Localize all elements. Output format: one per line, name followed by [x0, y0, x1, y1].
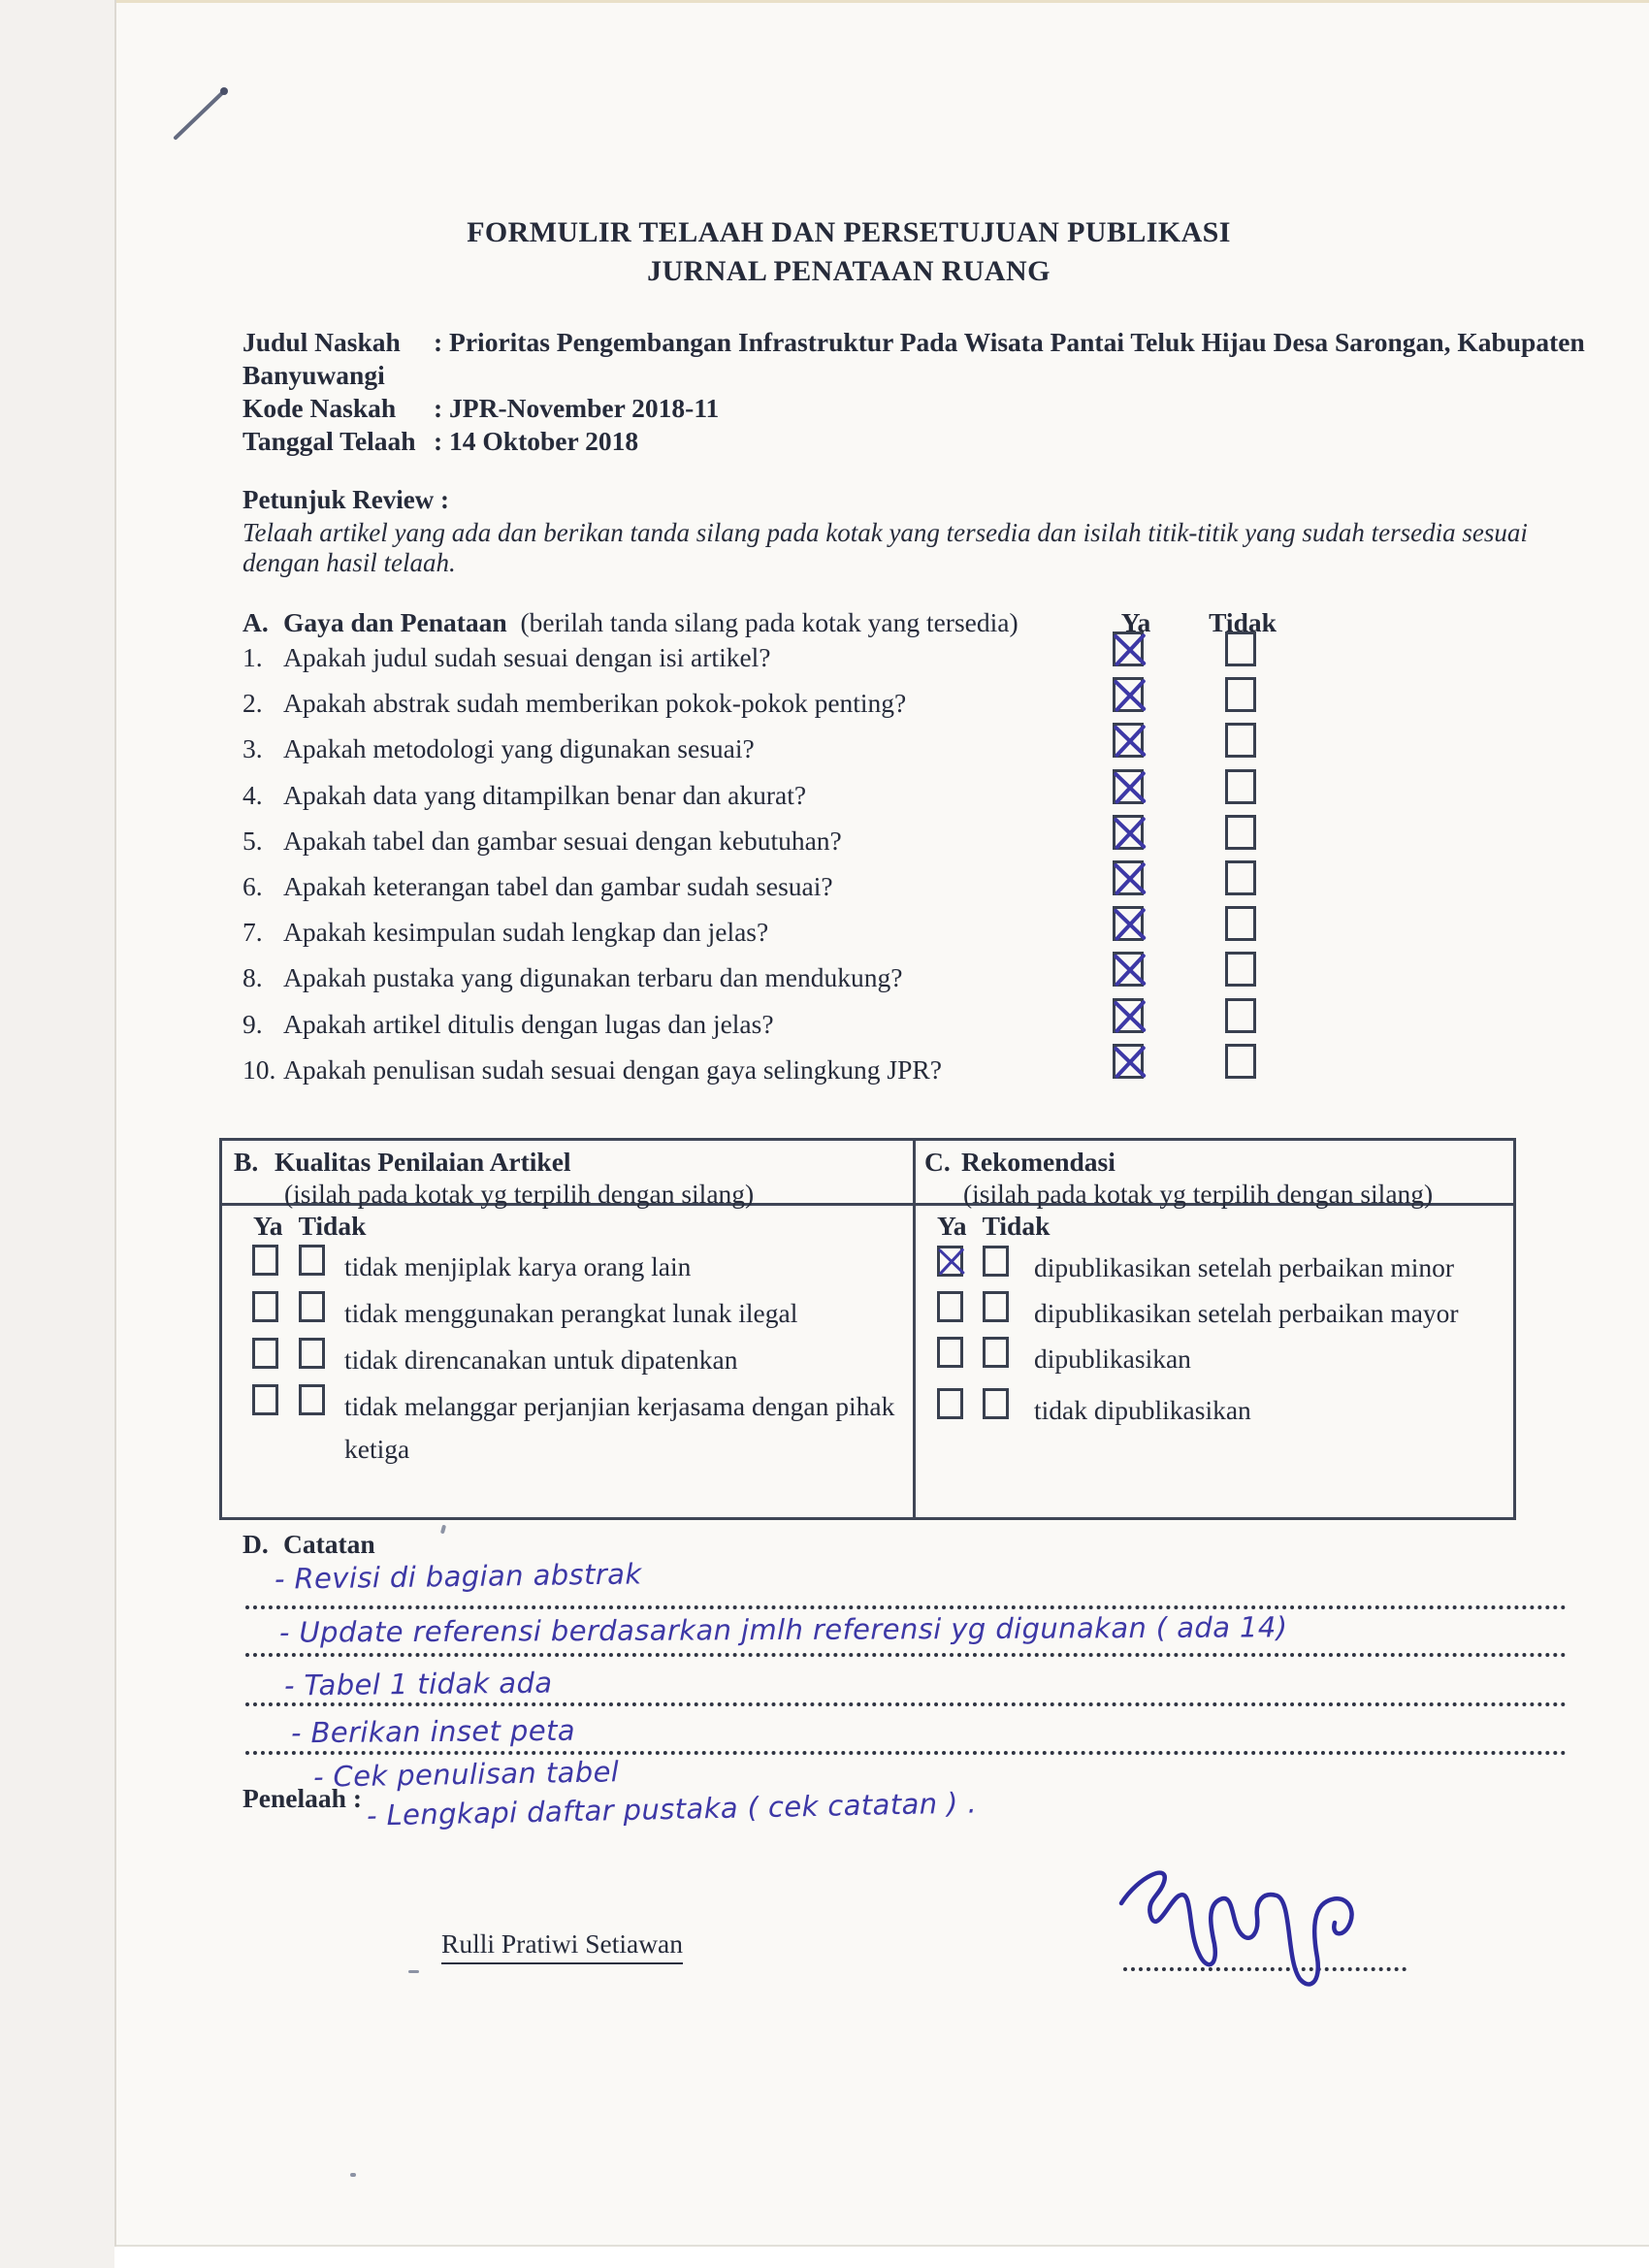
- column-header-ya: Ya: [1120, 607, 1151, 637]
- checkbox-b1-ya[interactable]: [252, 1245, 278, 1276]
- section-d-title: Catatan: [283, 1529, 375, 1559]
- section-c-columns: [937, 1211, 1050, 1242]
- checkbox-c3-tidak[interactable]: [983, 1337, 1009, 1368]
- section-b-title: Kualitas Penilaian Artikel: [275, 1147, 571, 1177]
- dotted-line: [245, 1702, 1567, 1706]
- scan-speck: [350, 2173, 356, 2177]
- question-number: 9.: [242, 1009, 263, 1039]
- checkbox-q9-ya[interactable]: [1113, 998, 1144, 1033]
- b-col-tidak: Tidak: [298, 1211, 367, 1241]
- question-text: Apakah abstrak sudah memberikan pokok-pokok penting?: [283, 688, 907, 718]
- checkbox-c2-ya[interactable]: [937, 1291, 963, 1322]
- handwritten-note: - Lengkapi daftar pustaka ( cek catatan ) .: [366, 1786, 978, 1832]
- question-row: [242, 962, 1339, 1009]
- section-b-subtitle: (isilah pada kotak yg terpilih dengan silang): [284, 1179, 755, 1209]
- meta-value: Prioritas Pengembangan Infrastruktur Pada Wisata Pantai Teluk Hijau Desa Sarongan, Kabupaten Banyuwangi: [242, 327, 1585, 390]
- checkbox-c1-ya[interactable]: [937, 1246, 963, 1277]
- section-b-letter: B.: [234, 1147, 259, 1177]
- meta-value: JPR-November 2018-11: [449, 393, 720, 423]
- question-number: 8.: [242, 962, 263, 992]
- checkbox-q1-ya[interactable]: [1113, 632, 1144, 666]
- question-number: 10.: [242, 1054, 276, 1085]
- form-title-line2: JURNAL PENATAAN RUANG: [647, 255, 1051, 287]
- question-text: Apakah data yang ditampilkan benar dan akurat?: [283, 780, 807, 810]
- section-a-title: Gaya dan Penataan: [283, 607, 507, 637]
- checkbox-c1-tidak[interactable]: [983, 1246, 1009, 1277]
- reviewer-name: Rulli Pratiwi Setiawan: [441, 1928, 683, 1964]
- question-number: 1.: [242, 642, 263, 672]
- meta-label: Tanggal Telaah: [242, 426, 416, 456]
- section-a-subtitle: (berilah tanda silang pada kotak yang tersedia): [520, 607, 1018, 637]
- question-text: Apakah judul sudah sesuai dengan isi artikel?: [283, 642, 771, 672]
- reviewer-label: Penelaah :: [242, 1783, 362, 1813]
- dotted-line: [245, 1653, 1567, 1657]
- instructions-heading: Petunjuk Review :: [242, 485, 449, 514]
- question-row: [242, 917, 1339, 963]
- handwritten-note: - Berikan inset peta: [290, 1713, 576, 1750]
- table-divider: [913, 1141, 916, 1517]
- meta-row-tanggal: [242, 425, 1622, 458]
- question-text: Apakah penulisan sudah sesuai dengan gaya selingkung JPR?: [283, 1054, 942, 1085]
- question-number: 2.: [242, 688, 263, 718]
- meta-value: 14 Oktober 2018: [449, 426, 639, 456]
- question-text: Apakah tabel dan gambar sesuai dengan kebutuhan?: [283, 826, 842, 856]
- assessment-table: [219, 1138, 1516, 1520]
- checkbox-c2-tidak[interactable]: [983, 1291, 1009, 1322]
- meta-row-judul: [242, 326, 1622, 392]
- checkbox-q8-tidak[interactable]: [1225, 952, 1256, 987]
- question-number: 6.: [242, 871, 263, 901]
- review-instructions: [242, 485, 1600, 578]
- section-d-header: [242, 1529, 375, 1560]
- recommendation-item-label: dipublikasikan setelah perbaikan minor: [1034, 1252, 1455, 1282]
- section-a-header: [242, 607, 1018, 638]
- dotted-line: [245, 1751, 1567, 1755]
- question-row: [242, 780, 1339, 826]
- question-text: Apakah artikel ditulis dengan lugas dan jelas?: [283, 1009, 774, 1039]
- recommendation-item-label: dipublikasikan: [1034, 1344, 1191, 1374]
- c-col-ya: Ya: [937, 1211, 967, 1241]
- handwritten-note: - Update referensi berdasarkan jmlh referensi yg digunakan ( ada 14): [278, 1610, 1288, 1649]
- quality-item-label: tidak menjiplak karya orang lain: [344, 1251, 692, 1281]
- section-a-letter: A.: [242, 607, 269, 637]
- instructions-body: Telaah artikel yang ada dan berikan tanda silang pada kotak yang tersedia dan isilah titik-titik yang sudah tersedia sesuai dengan hasil telaah.: [242, 518, 1528, 577]
- checkbox-b2-ya[interactable]: [252, 1291, 278, 1322]
- recommendation-item-label: dipublikasikan setelah perbaikan mayor: [1034, 1298, 1459, 1328]
- section-c-header: [924, 1146, 1433, 1210]
- handwritten-note: - Revisi di bagian abstrak: [274, 1557, 642, 1596]
- question-number: 5.: [242, 826, 263, 856]
- scanner-background: [0, 0, 114, 2268]
- question-number: 7.: [242, 917, 263, 947]
- checkbox-q6-tidak[interactable]: [1225, 860, 1256, 895]
- question-text: Apakah pustaka yang digunakan terbaru dan mendukung?: [283, 962, 903, 992]
- meta-label: Judul Naskah: [242, 327, 401, 357]
- checkbox-q6-ya[interactable]: [1113, 860, 1144, 895]
- question-row: [242, 871, 1339, 918]
- section-c-subtitle: (isilah pada kotak yg terpilih dengan silang): [963, 1179, 1434, 1209]
- checkbox-q3-ya[interactable]: [1113, 723, 1144, 758]
- handwritten-note: - Cek penulisan tabel: [312, 1755, 620, 1794]
- checkbox-b4-tidak[interactable]: [299, 1384, 325, 1415]
- quality-item-label: tidak direncanakan untuk dipatenkan: [344, 1345, 738, 1375]
- column-header-tidak: Tidak: [1209, 607, 1277, 637]
- form-title: [146, 213, 1552, 291]
- b-col-ya: Ya: [253, 1211, 283, 1241]
- form-title-line1: FORMULIR TELAAH DAN PERSETUJUAN PUBLIKASI: [467, 216, 1231, 248]
- c-col-tidak: Tidak: [982, 1211, 1051, 1241]
- section-c-letter: C.: [924, 1147, 951, 1177]
- checkbox-q7-tidak[interactable]: [1225, 906, 1256, 941]
- section-b-columns: [253, 1211, 366, 1242]
- checkbox-b1-tidak[interactable]: [299, 1245, 325, 1276]
- section-d-letter: D.: [242, 1529, 269, 1559]
- checkbox-q7-ya[interactable]: [1113, 906, 1144, 941]
- checkbox-q10-tidak[interactable]: [1225, 1044, 1256, 1079]
- section-b-header: [234, 1146, 754, 1210]
- question-text: Apakah keterangan tabel dan gambar sudah sesuai?: [283, 871, 833, 901]
- question-number: 3.: [242, 733, 263, 763]
- manuscript-meta: [242, 326, 1622, 458]
- checkbox-q2-tidak[interactable]: [1225, 677, 1256, 712]
- checkbox-b3-ya[interactable]: [252, 1338, 278, 1369]
- dotted-line: [245, 1605, 1567, 1609]
- meta-colon: :: [434, 426, 443, 456]
- question-row: [242, 733, 1339, 780]
- recommendation-item-label: tidak dipublikasikan: [1034, 1395, 1251, 1425]
- question-text: Apakah kesimpulan sudah lengkap dan jelas?: [283, 917, 769, 947]
- checkbox-b4-ya[interactable]: [252, 1384, 278, 1415]
- handwritten-note: - Tabel 1 tidak ada: [283, 1666, 553, 1702]
- section-c-title: Rekomendasi: [961, 1147, 1116, 1177]
- meta-label: Kode Naskah: [242, 393, 397, 423]
- checkbox-q4-tidak[interactable]: [1225, 769, 1256, 804]
- quality-item-label: tidak melanggar perjanjian kerjasama dengan pihak ketiga: [344, 1391, 895, 1464]
- quality-item-label: tidak menggunakan perangkat lunak ilegal: [344, 1298, 798, 1328]
- checkbox-c4-ya[interactable]: [937, 1388, 963, 1419]
- pen-slash-mark: [165, 82, 235, 146]
- checkbox-q4-ya[interactable]: [1113, 769, 1144, 804]
- question-row: [242, 688, 1339, 734]
- checkbox-q10-ya[interactable]: [1113, 1044, 1144, 1079]
- checkbox-c3-ya[interactable]: [937, 1337, 963, 1368]
- checkbox-c4-tidak[interactable]: [983, 1388, 1009, 1419]
- checkbox-q5-ya[interactable]: [1113, 815, 1144, 850]
- scan-speck: [408, 1970, 419, 1973]
- question-row: [242, 1009, 1339, 1055]
- checkbox-q2-ya[interactable]: [1113, 677, 1144, 712]
- checkbox-q3-tidak[interactable]: [1225, 723, 1256, 758]
- meta-colon: :: [434, 393, 443, 423]
- question-row: [242, 826, 1339, 872]
- checkbox-q9-tidak[interactable]: [1225, 998, 1256, 1033]
- checkbox-b3-tidak[interactable]: [299, 1338, 325, 1369]
- checkbox-q5-tidak[interactable]: [1225, 815, 1256, 850]
- question-row: [242, 642, 1339, 689]
- signature: [1106, 1843, 1426, 1998]
- question-row: [242, 1054, 1339, 1101]
- meta-colon: :: [434, 327, 443, 357]
- checkbox-b2-tidak[interactable]: [299, 1291, 325, 1322]
- meta-row-kode: [242, 392, 1622, 425]
- question-number: 4.: [242, 780, 263, 810]
- question-text: Apakah metodologi yang digunakan sesuai?: [283, 733, 755, 763]
- checkbox-q1-tidak[interactable]: [1225, 632, 1256, 666]
- checkbox-q8-ya[interactable]: [1113, 952, 1144, 987]
